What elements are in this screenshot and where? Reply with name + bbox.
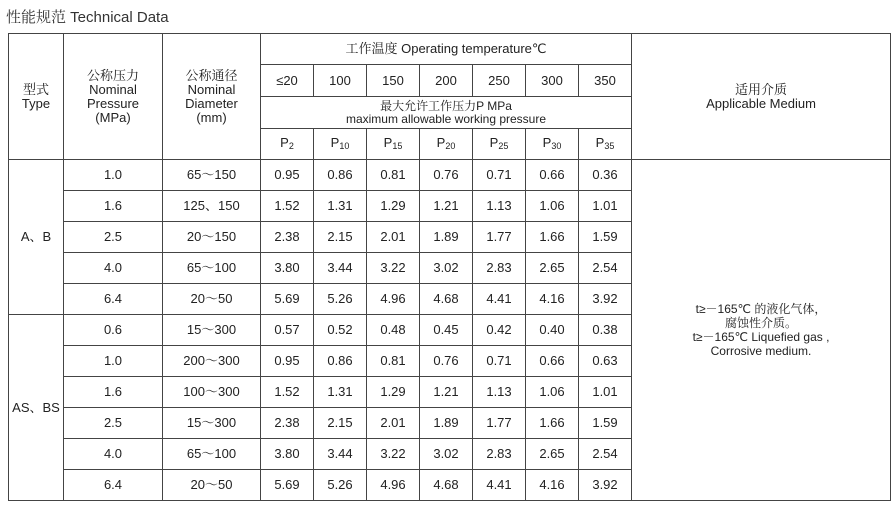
nominal-pressure-cell: 4.0 [64, 253, 163, 284]
nominal-diameter-cell: 125、150 [163, 191, 261, 222]
max-pressure-value-cell: 2.65 [526, 439, 579, 470]
medium-text: t≥－165℃ 的液化气体， [695, 302, 827, 316]
max-pressure-value-cell: 0.81 [367, 160, 420, 191]
max-pressure-value-cell: 3.92 [579, 284, 632, 315]
max-pressure-value-cell: 5.69 [261, 470, 314, 501]
max-pressure-value-cell: 0.66 [526, 346, 579, 377]
max-pressure-value-cell: 0.95 [261, 346, 314, 377]
pressure-symbol: P [489, 134, 499, 150]
max-pressure-value-cell: 3.92 [579, 470, 632, 501]
max-pressure-value-cell: 3.44 [314, 253, 367, 284]
nominal-pressure-cell: 4.0 [64, 439, 163, 470]
diameter-header-en2: Diameter [185, 95, 238, 111]
temperature-cell: 100 [314, 65, 367, 97]
pressure-symbol-subscript: 25 [498, 140, 509, 151]
temperature-cell: 250 [473, 65, 526, 97]
nominal-diameter-cell: 100～300 [163, 377, 261, 408]
temperature-cell: 150 [367, 65, 420, 97]
max-pressure-value-cell: 0.71 [473, 346, 526, 377]
max-pressure-cn: 最大允许工作压力P MPa [380, 98, 512, 113]
temperature-cell: 350 [579, 65, 632, 97]
pressure-symbol-cell [420, 129, 473, 160]
max-pressure-en: maximum allowable working pressure [345, 111, 547, 126]
nominal-diameter-cell: 200～300 [163, 346, 261, 377]
pressure-symbol-cell [367, 129, 420, 160]
temperature-header: 工作温度 Operating temperature℃ [261, 34, 632, 65]
max-pressure-value-cell: 0.66 [526, 160, 579, 191]
nominal-pressure-cell: 6.4 [64, 470, 163, 501]
max-pressure-value-cell: 0.86 [314, 346, 367, 377]
nominal-pressure-cell: 0.6 [64, 315, 163, 346]
pressure-symbol: P [280, 134, 289, 150]
max-pressure-value-cell: 0.42 [473, 315, 526, 346]
max-pressure-value-cell: 1.59 [579, 222, 632, 253]
type-cell: AS、BS [9, 315, 64, 501]
max-pressure-value-cell: 1.52 [261, 191, 314, 222]
nominal-pressure-cell: 1.6 [64, 191, 163, 222]
max-pressure-value-cell: 0.76 [420, 346, 473, 377]
max-pressure-value-cell: 5.69 [261, 284, 314, 315]
nominal-pressure-cell: 1.0 [64, 160, 163, 191]
max-pressure-value-cell: 0.38 [579, 315, 632, 346]
nominal-diameter-cell: 20～150 [163, 222, 261, 253]
pressure-symbol-subscript: 2 [288, 140, 294, 151]
pressure-symbol-cell [473, 129, 526, 160]
pressure-symbol: P [542, 134, 552, 150]
pressure-symbol: P [330, 134, 340, 150]
pressure-symbol-cell [261, 129, 314, 160]
max-pressure-value-cell: 4.68 [420, 470, 473, 501]
max-pressure-value-cell: 0.57 [261, 315, 314, 346]
max-pressure-value-cell: 1.29 [367, 191, 420, 222]
nominal-diameter-cell: 20～50 [163, 284, 261, 315]
max-pressure-value-cell: 1.77 [473, 408, 526, 439]
max-pressure-value-cell: 1.89 [420, 222, 473, 253]
pressure-symbol-subscript: 15 [392, 140, 403, 151]
medium-header [632, 34, 891, 160]
max-pressure-value-cell: 2.54 [579, 253, 632, 284]
pressure-header [64, 34, 163, 160]
max-pressure-value-cell: 4.41 [473, 470, 526, 501]
nominal-diameter-cell: 20～50 [163, 470, 261, 501]
medium-header-cn: 适用介质 [734, 81, 787, 97]
pressure-symbol: P [436, 134, 446, 150]
max-pressure-value-cell: 2.83 [473, 439, 526, 470]
max-pressure-value-cell: 0.45 [420, 315, 473, 346]
page-title: 性能规范 Technical Data [6, 9, 169, 26]
type-header [9, 34, 64, 160]
max-pressure-value-cell: 1.66 [526, 408, 579, 439]
max-pressure-value-cell: 0.76 [420, 160, 473, 191]
max-pressure-value-cell: 0.52 [314, 315, 367, 346]
max-pressure-value-cell: 4.96 [367, 470, 420, 501]
max-pressure-value-cell: 1.31 [314, 377, 367, 408]
max-pressure-value-cell: 0.95 [261, 160, 314, 191]
pressure-symbol-subscript: 10 [339, 140, 350, 151]
medium-header-en: Applicable Medium [706, 95, 816, 111]
nominal-diameter-cell: 15～300 [163, 408, 261, 439]
temperature-cell: 300 [526, 65, 579, 97]
max-pressure-value-cell: 2.01 [367, 222, 420, 253]
max-pressure-value-cell: 0.71 [473, 160, 526, 191]
applicable-medium-cell [632, 160, 891, 501]
max-pressure-value-cell: 4.16 [526, 284, 579, 315]
pressure-header-cn: 公称压力 [86, 67, 139, 83]
max-pressure-value-cell: 2.65 [526, 253, 579, 284]
max-pressure-value-cell: 1.21 [420, 191, 473, 222]
temperature-cell: ≤20 [261, 65, 314, 97]
max-pressure-value-cell: 1.29 [367, 377, 420, 408]
max-pressure-value-cell: 2.01 [367, 408, 420, 439]
max-pressure-value-cell: 1.89 [420, 408, 473, 439]
nominal-pressure-cell: 1.0 [64, 346, 163, 377]
pressure-header-unit: (MPa) [95, 109, 131, 125]
pressure-header-en2: Pressure [86, 95, 140, 111]
diameter-header [163, 34, 261, 160]
max-pressure-value-cell: 3.80 [261, 439, 314, 470]
pressure-symbol-subscript: 35 [604, 140, 615, 151]
max-pressure-value-cell: 3.02 [420, 253, 473, 284]
medium-text: t≥－165℃ Liquefied gas , [692, 330, 830, 344]
max-pressure-value-cell: 1.06 [526, 377, 579, 408]
max-pressure-value-cell: 0.48 [367, 315, 420, 346]
pressure-header-en1: Nominal [89, 81, 137, 97]
max-pressure-value-cell: 1.13 [473, 191, 526, 222]
max-pressure-value-cell: 3.80 [261, 253, 314, 284]
max-pressure-value-cell: 4.68 [420, 284, 473, 315]
pressure-symbol-subscript: 20 [445, 140, 456, 151]
diameter-header-unit: (mm) [196, 109, 227, 125]
max-pressure-value-cell: 0.36 [579, 160, 632, 191]
max-pressure-header [261, 97, 632, 129]
nominal-diameter-cell: 65～150 [163, 160, 261, 191]
pressure-symbol-cell [314, 129, 367, 160]
max-pressure-value-cell: 0.86 [314, 160, 367, 191]
max-pressure-value-cell: 4.16 [526, 470, 579, 501]
max-pressure-value-cell: 4.41 [473, 284, 526, 315]
diameter-header-en1: Nominal [187, 81, 236, 97]
technical-data-table [8, 33, 891, 501]
max-pressure-value-cell: 5.26 [314, 284, 367, 315]
max-pressure-value-cell: 1.77 [473, 222, 526, 253]
max-pressure-value-cell: 1.59 [579, 408, 632, 439]
nominal-pressure-cell: 6.4 [64, 284, 163, 315]
max-pressure-value-cell: 2.54 [579, 439, 632, 470]
max-pressure-value-cell: 0.40 [526, 315, 579, 346]
max-pressure-value-cell: 5.26 [314, 470, 367, 501]
type-cell: A、B [9, 160, 64, 315]
max-pressure-value-cell: 3.22 [367, 439, 420, 470]
pressure-symbol: P [383, 134, 393, 150]
max-pressure-value-cell: 3.44 [314, 439, 367, 470]
pressure-symbol-cell [579, 129, 632, 160]
max-pressure-value-cell: 1.52 [261, 377, 314, 408]
nominal-diameter-cell: 15～300 [163, 315, 261, 346]
max-pressure-value-cell: 4.96 [367, 284, 420, 315]
nominal-diameter-cell: 65～100 [163, 439, 261, 470]
max-pressure-value-cell: 0.63 [579, 346, 632, 377]
max-pressure-value-cell: 2.38 [261, 408, 314, 439]
max-pressure-value-cell: 3.22 [367, 253, 420, 284]
max-pressure-value-cell: 2.15 [314, 408, 367, 439]
max-pressure-value-cell: 1.01 [579, 377, 632, 408]
max-pressure-value-cell: 2.15 [314, 222, 367, 253]
nominal-pressure-cell: 2.5 [64, 222, 163, 253]
max-pressure-value-cell: 0.81 [367, 346, 420, 377]
max-pressure-value-cell: 1.01 [579, 191, 632, 222]
table-row [9, 160, 891, 191]
max-pressure-value-cell: 3.02 [420, 439, 473, 470]
max-pressure-value-cell: 1.66 [526, 222, 579, 253]
nominal-diameter-cell: 65～100 [163, 253, 261, 284]
type-header-cn: 型式 [22, 81, 49, 97]
type-header-en: Type [21, 95, 51, 111]
max-pressure-value-cell: 2.38 [261, 222, 314, 253]
diameter-header-cn: 公称通径 [185, 67, 238, 83]
medium-text: Corrosive medium. [710, 344, 812, 358]
max-pressure-value-cell: 2.83 [473, 253, 526, 284]
max-pressure-value-cell: 1.31 [314, 191, 367, 222]
max-pressure-value-cell: 1.06 [526, 191, 579, 222]
max-pressure-value-cell: 1.21 [420, 377, 473, 408]
temperature-cell: 200 [420, 65, 473, 97]
pressure-symbol-cell [526, 129, 579, 160]
nominal-pressure-cell: 2.5 [64, 408, 163, 439]
pressure-symbol: P [595, 134, 605, 150]
max-pressure-value-cell: 1.13 [473, 377, 526, 408]
pressure-symbol-subscript: 30 [551, 140, 562, 151]
medium-text: 腐蚀性介质。 [724, 316, 797, 330]
nominal-pressure-cell: 1.6 [64, 377, 163, 408]
